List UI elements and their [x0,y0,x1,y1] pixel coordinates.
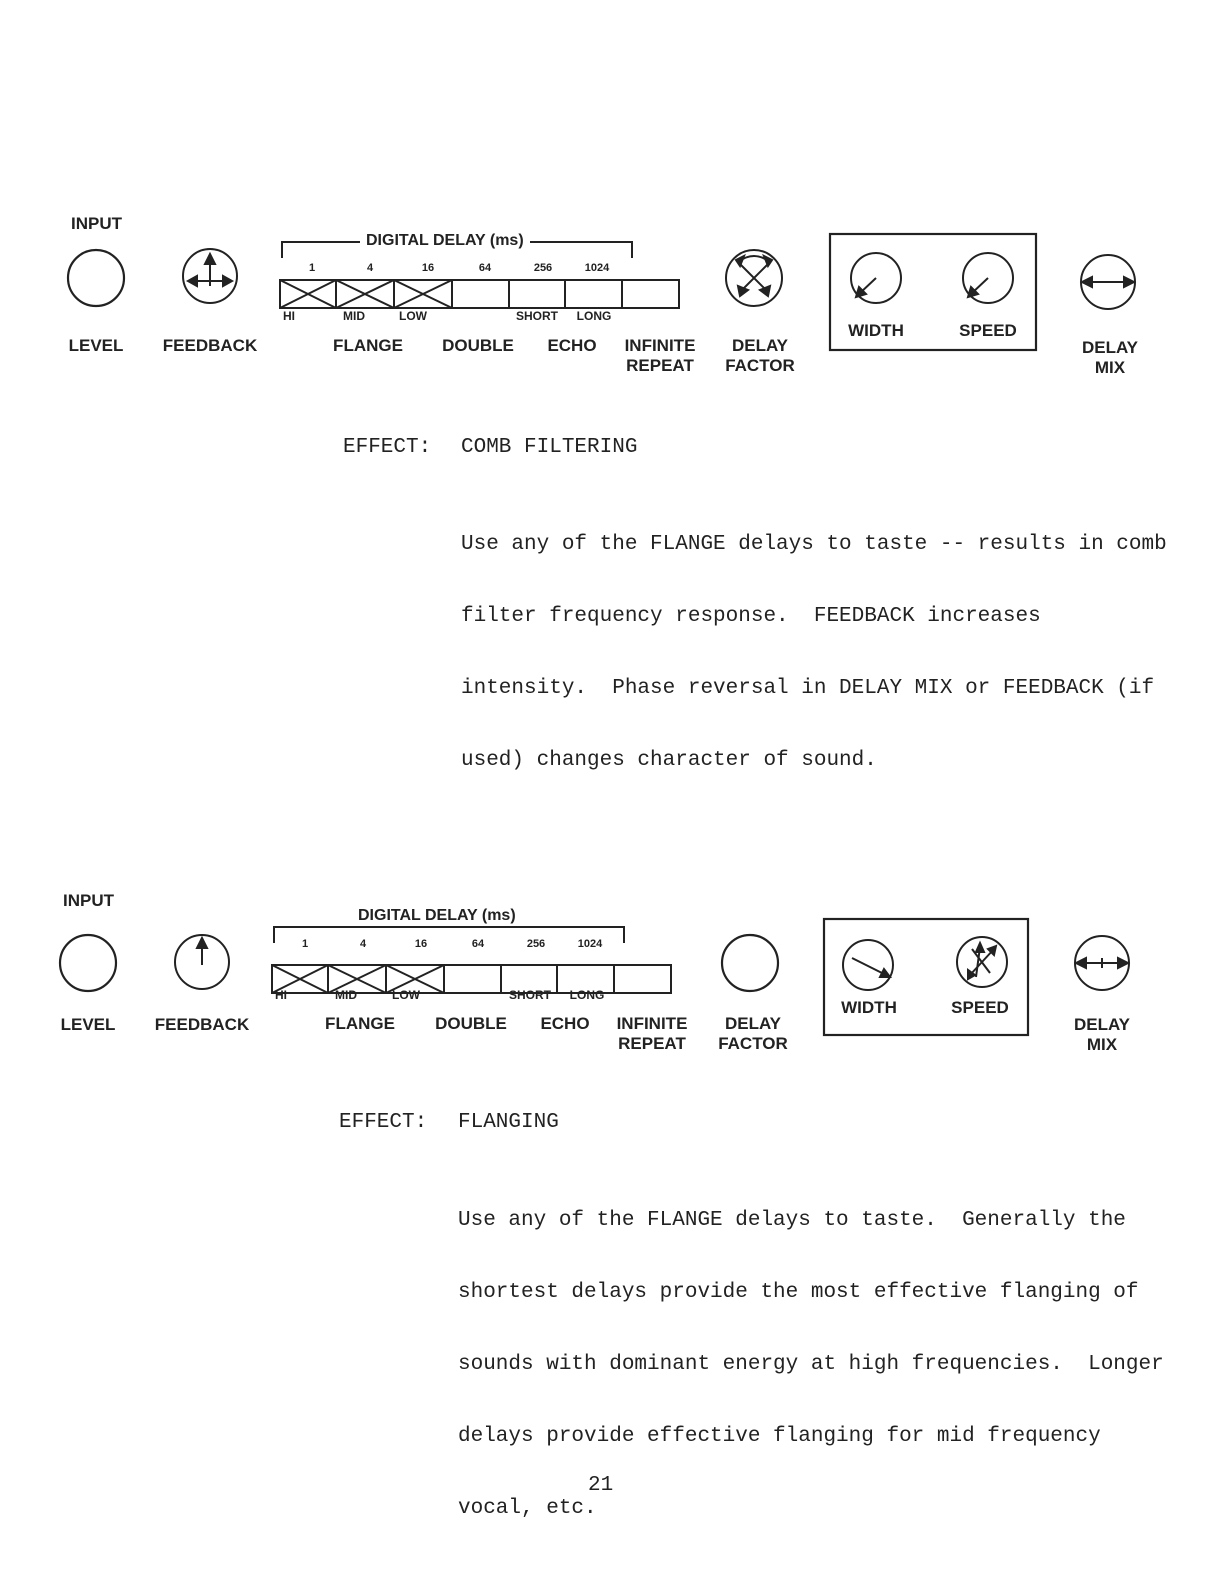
delay-mix-knob [1081,255,1135,309]
range-low-label: LOW [399,309,427,323]
effect-name: FLANGING [458,1111,559,1134]
speed-label: SPEED [951,998,1009,1017]
flange-label: FLANGE [333,336,403,355]
delay-mix-label: DELAY MIX [1073,1015,1131,1054]
speed-label: SPEED [959,321,1017,340]
delay-factor-label: DELAY FACTOR [718,1014,788,1053]
feedback-knob [175,935,229,989]
effect-label: EFFECT: [339,1111,428,1134]
range-long-label: LONG [576,309,612,323]
delay-tick: 256 [533,262,553,274]
delay-factor-knob [722,935,778,991]
effect-description: Use any of the FLANGE delays to taste -- results in comb filter frequency response. FEEDBACK increases intensity. Phase reversal in DELAY MIX or FEEDBACK (if used) changes character of sound. [461,533,1167,772]
range-hi-label: HI [275,988,287,1002]
range-short-label: SHORT [516,309,558,323]
effect-label: EFFECT: [343,436,432,459]
range-long-label: LONG [569,988,605,1002]
range-hi-label: HI [283,309,295,323]
panel-2-drawing [0,895,1224,1065]
delay-tick: 16 [421,262,435,274]
echo-label: ECHO [540,1014,590,1033]
delay-tick: 16 [414,938,428,950]
input-label: INPUT [71,214,122,233]
digital-delay-title: DIGITAL DELAY (ms) [352,907,522,925]
page-number: 21 [588,1474,614,1497]
delay-tick: 1024 [584,262,610,274]
width-knob [851,253,901,303]
range-mid-label: MID [343,309,365,323]
delay-switch-row [272,965,671,993]
control-panel-2 [0,891,1224,1065]
effect-name: COMB FILTERING [461,436,638,459]
infinite-repeat-label: INFINITE REPEAT [616,1014,688,1053]
speed-knob [963,253,1013,303]
input-label: INPUT [63,891,114,910]
double-label: DOUBLE [435,1014,507,1033]
width-label: WIDTH [848,321,904,340]
level-knob [60,935,116,991]
feedback-label: FEEDBACK [162,336,258,355]
level-knob [68,250,124,306]
delay-mix-knob [1075,936,1129,990]
double-label: DOUBLE [442,336,514,355]
range-low-label: LOW [392,988,420,1002]
delay-tick: 64 [471,938,485,950]
echo-label: ECHO [547,336,597,355]
delay-factor-label: DELAY FACTOR [725,336,795,375]
level-label: LEVEL [68,336,124,355]
delay-tick: 1024 [577,938,603,950]
range-short-label: SHORT [509,988,551,1002]
range-mid-label: MID [335,988,357,1002]
digital-delay-bracket [274,927,624,943]
digital-delay-title: DIGITAL DELAY (ms) [360,232,530,250]
delay-tick: 4 [366,262,374,274]
delay-mix-label: DELAY MIX [1081,338,1139,377]
flange-label: FLANGE [325,1014,395,1033]
delay-switch-row [280,280,679,308]
width-label: WIDTH [841,998,897,1017]
infinite-repeat-label: INFINITE REPEAT [624,336,696,375]
delay-factor-knob [726,250,782,306]
level-label: LEVEL [60,1015,116,1034]
feedback-knob [183,249,237,303]
feedback-label: FEEDBACK [154,1015,250,1034]
width-knob [843,940,893,990]
delay-tick: 1 [308,262,316,274]
delay-tick: 64 [478,262,492,274]
delay-tick: 256 [526,938,546,950]
delay-tick: 1 [301,938,309,950]
effect-description: Use any of the FLANGE delays to taste. Generally the shortest delays provide the most effective flanging of sounds with dominant energy at high frequencies. Longer delays provide effective flanging for mid frequency vocal, etc. [458,1209,1164,1520]
control-panel-1 [0,210,1224,380]
delay-tick: 4 [359,938,367,950]
speed-knob [957,937,1007,987]
